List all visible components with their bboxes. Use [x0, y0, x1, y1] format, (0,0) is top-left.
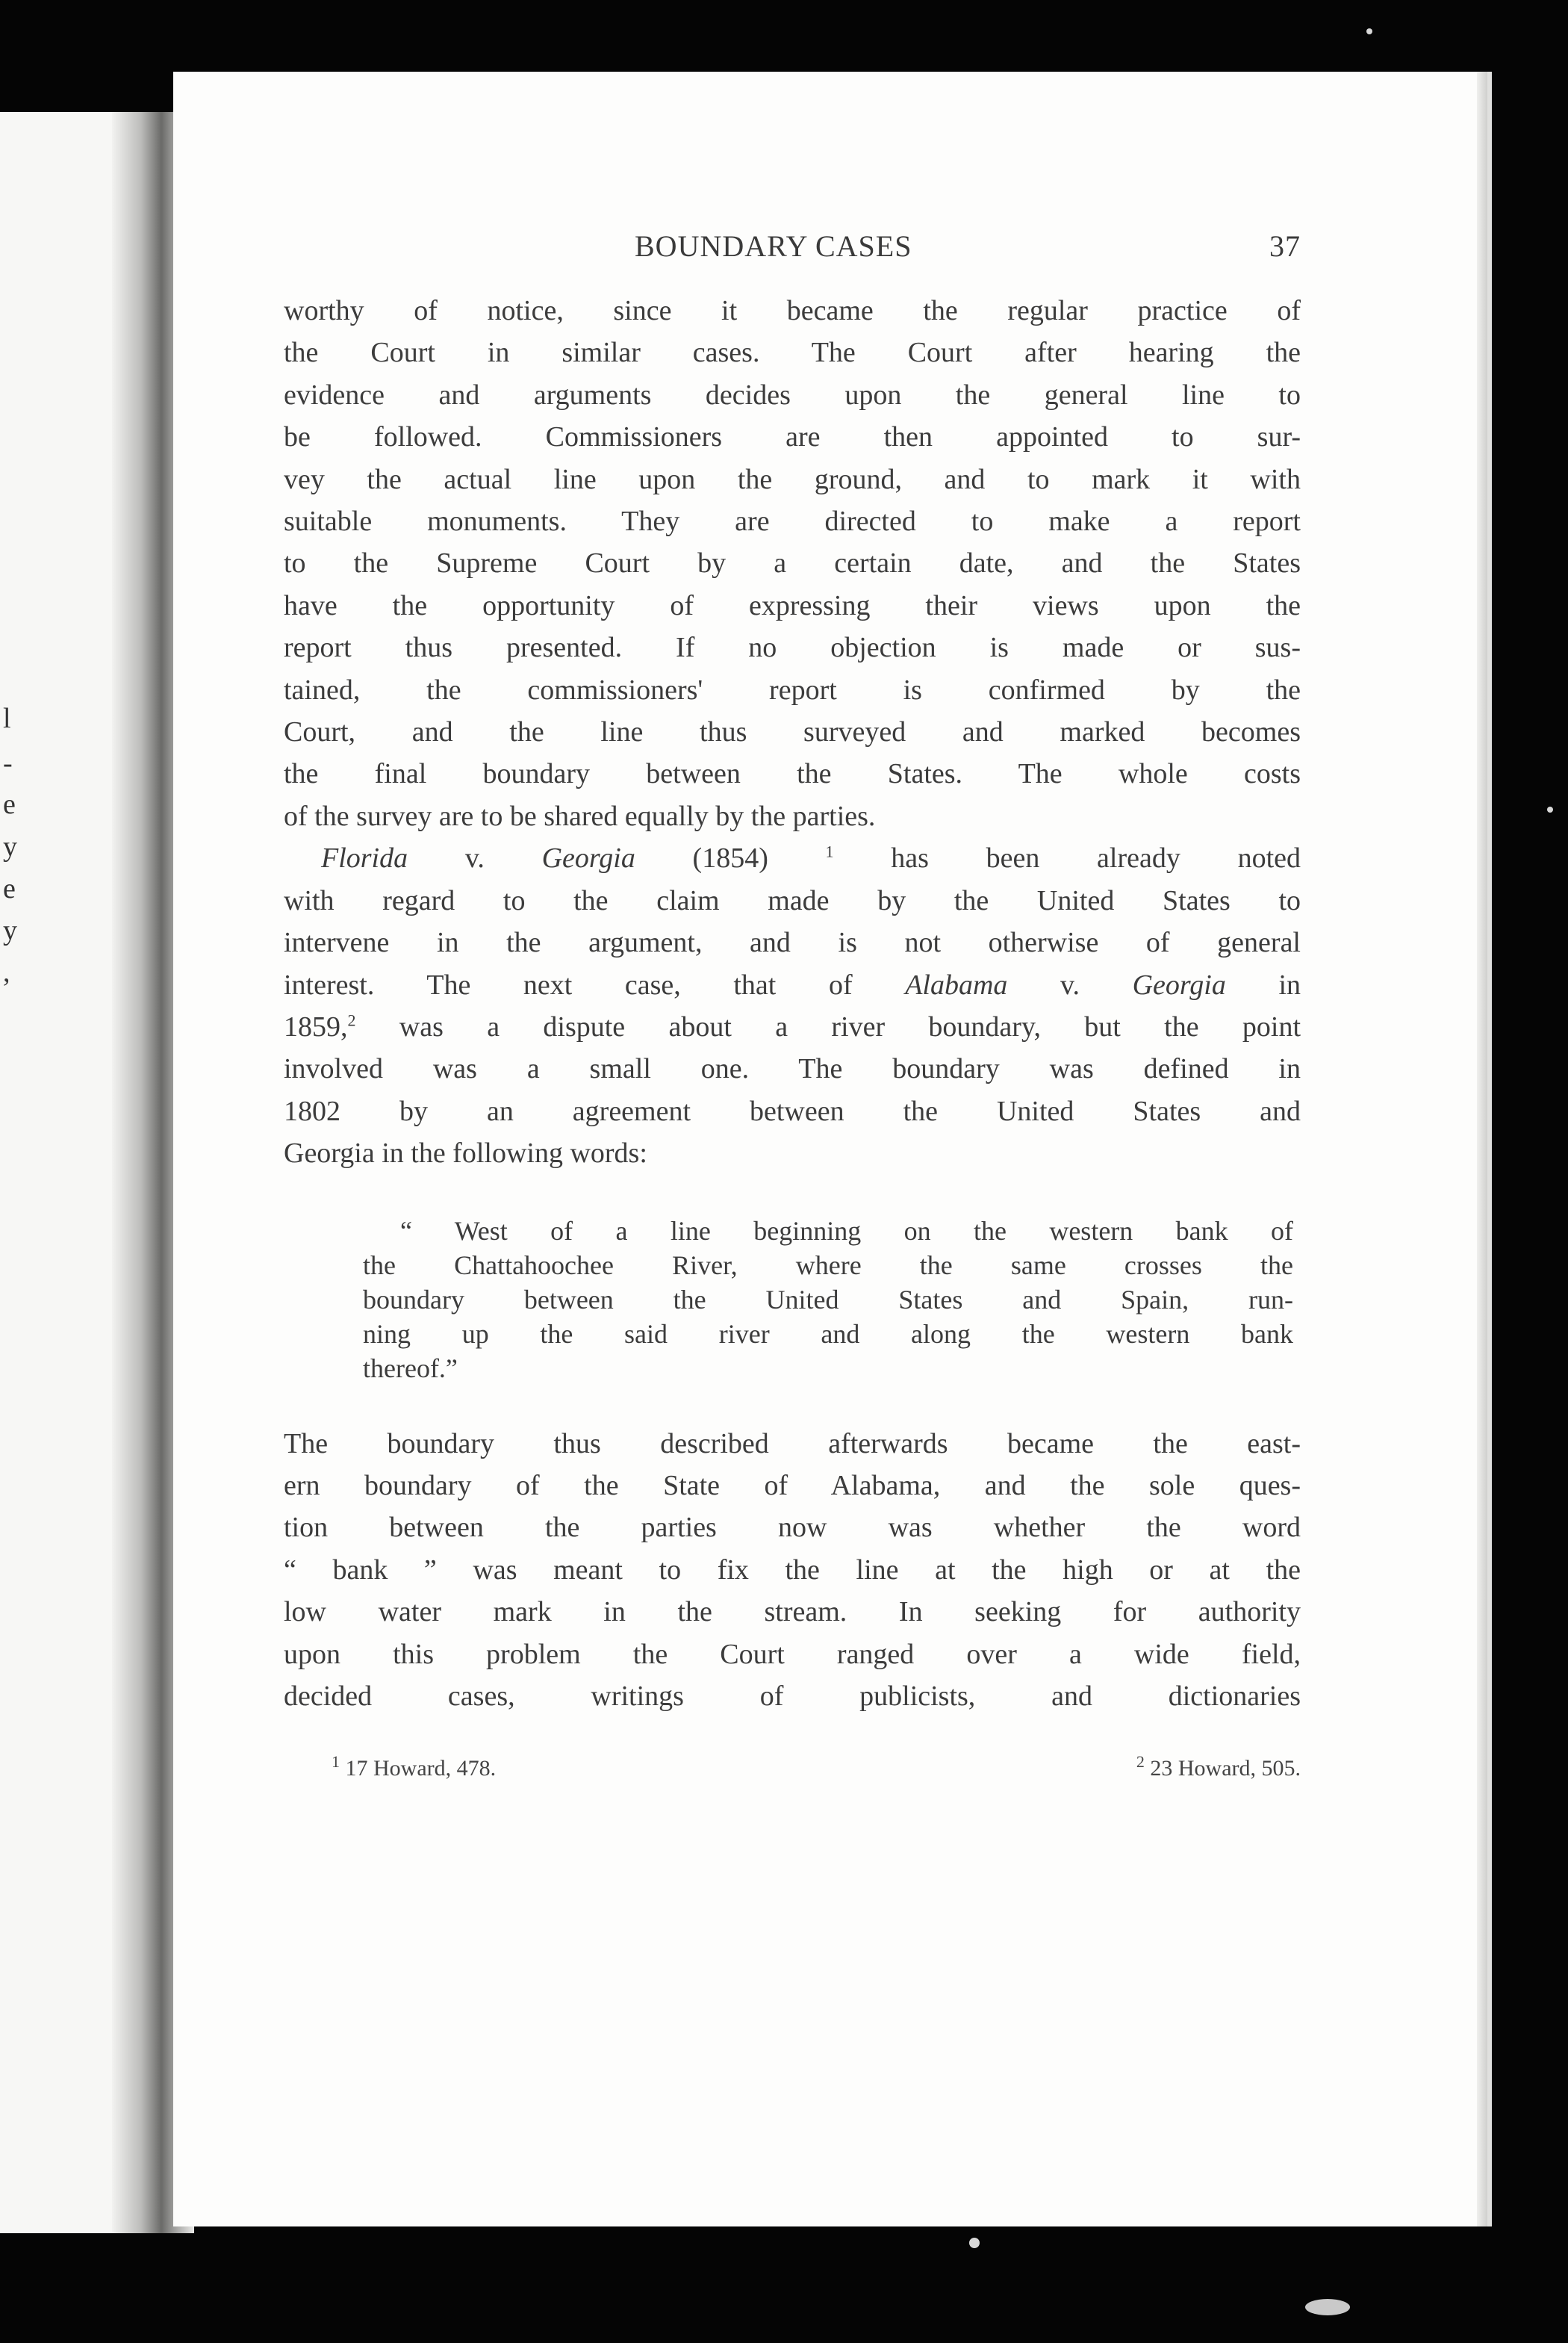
text-line: the final boundary between the States. The whole costs	[284, 758, 1301, 790]
text-line: to the Supreme Court by a certain date, and the States	[284, 547, 1301, 580]
running-head	[284, 229, 1301, 273]
text-line: evidence and arguments decides upon the general line to	[284, 379, 1301, 411]
text-line: of the survey are to be shared equally by the parties.	[284, 800, 876, 832]
text-line: “ bank ” was meant to fix the line at the high or at the	[284, 1554, 1301, 1586]
quote-line: “ West of a line beginning on the western bank of	[400, 1215, 1293, 1246]
text-line: intervene in the argument, and is not otherwise of general	[284, 927, 1301, 959]
text-run: has been already noted	[833, 842, 1301, 875]
paragraph-3	[284, 1423, 1301, 1718]
text-line: Georgia in the following words:	[284, 1138, 647, 1170]
text-line: 1802 by an agreement between the United States and	[284, 1095, 1301, 1127]
facing-page-fragment: y	[3, 915, 17, 946]
facing-page-fragment: y	[3, 831, 17, 863]
facing-page-fragment: -	[3, 748, 13, 779]
case-year: (1854)	[635, 842, 826, 875]
quote-line: ning up the said river and along the western bank	[363, 1318, 1293, 1349]
text-run: in	[1225, 969, 1301, 1001]
running-head-title: BOUNDARY CASES	[635, 229, 912, 263]
footnote-2	[1136, 1752, 1301, 1781]
text-line	[284, 964, 1301, 1006]
page-number: 37	[1269, 229, 1301, 263]
text-line: suitable monuments. They are directed to make a report	[284, 506, 1301, 538]
block-quote	[363, 1214, 1293, 1385]
facing-page-edge-text	[0, 702, 22, 1748]
paragraph-1	[284, 290, 1301, 837]
footnote-mark: 2	[1136, 1752, 1145, 1771]
quote-line: the Chattahoochee River, where the same crosses the	[363, 1250, 1293, 1280]
text-line: low water mark in the stream. In seeking for authority	[284, 1596, 1301, 1628]
text-line: decided cases, writings of publicists, and dictionaries	[284, 1680, 1301, 1712]
facing-page-fragment: l	[3, 703, 11, 734]
body-text	[284, 290, 1301, 1717]
text-run: 1859,	[284, 1011, 348, 1043]
scan-speck	[1547, 807, 1553, 813]
footnote-text: 17 Howard, 478.	[340, 1756, 497, 1781]
case-name: Alabama	[905, 969, 1008, 1001]
quote-line: boundary between the United States and Spain, run-	[363, 1284, 1293, 1315]
case-name: Georgia	[1132, 969, 1226, 1001]
text-line: worthy of notice, since it became the regular practice of	[284, 295, 1301, 326]
text-line: be followed. Commissioners are then appointed to sur-	[284, 421, 1301, 453]
footnotes	[332, 1752, 1301, 1786]
footnote-text: 23 Howard, 505.	[1144, 1756, 1301, 1781]
footnote-1	[332, 1752, 497, 1781]
facing-page-fragment: e	[3, 789, 16, 820]
versus: v.	[408, 842, 542, 875]
facing-page-fragment: e	[3, 873, 16, 904]
text-line: Court, and the line thus surveyed and marked becomes	[284, 716, 1301, 748]
text-line: vey the actual line upon the ground, and to mark it with	[284, 463, 1301, 495]
page-edge	[1477, 72, 1487, 2226]
footnote-ref-1: 1	[825, 842, 834, 861]
text-run: interest. The next case, that of	[284, 969, 906, 1001]
text-line	[284, 837, 1301, 879]
paragraph-2	[284, 837, 1301, 1174]
text-line: with regard to the claim made by the United States to	[284, 884, 1301, 916]
scan-speck	[969, 2238, 980, 2248]
text-line: the Court in similar cases. The Court after hearing the	[284, 337, 1301, 369]
text-line: report thus presented. If no objection is made or sus-	[284, 632, 1301, 664]
text-line: involved was a small one. The boundary was defined in	[284, 1053, 1301, 1085]
text-line: The boundary thus described afterwards became the east-	[284, 1427, 1301, 1459]
case-name: Florida	[321, 842, 408, 875]
quote-line: thereof.”	[363, 1353, 458, 1383]
text-run: was a dispute about a river boundary, but the point	[355, 1011, 1301, 1043]
versus: v.	[1007, 969, 1133, 1001]
scan-speck	[1366, 28, 1372, 34]
text-line: have the opportunity of expressing their views upon the	[284, 589, 1301, 621]
text-line: tained, the commissioners' report is confirmed by the	[284, 674, 1301, 706]
text-line	[284, 1006, 1301, 1048]
text-line: ern boundary of the State of Alabama, and the sole ques-	[284, 1469, 1301, 1501]
text-line: tion between the parties now was whether the word	[284, 1512, 1301, 1544]
footnote-mark: 1	[332, 1752, 340, 1771]
book-page	[173, 72, 1492, 2226]
facing-page-fragment: ,	[3, 957, 10, 988]
case-name: Georgia	[541, 842, 635, 875]
text-line: upon this problem the Court ranged over a wide field,	[284, 1638, 1301, 1670]
scan-speck	[1305, 2299, 1350, 2315]
footnote-ref-2: 2	[347, 1011, 356, 1030]
